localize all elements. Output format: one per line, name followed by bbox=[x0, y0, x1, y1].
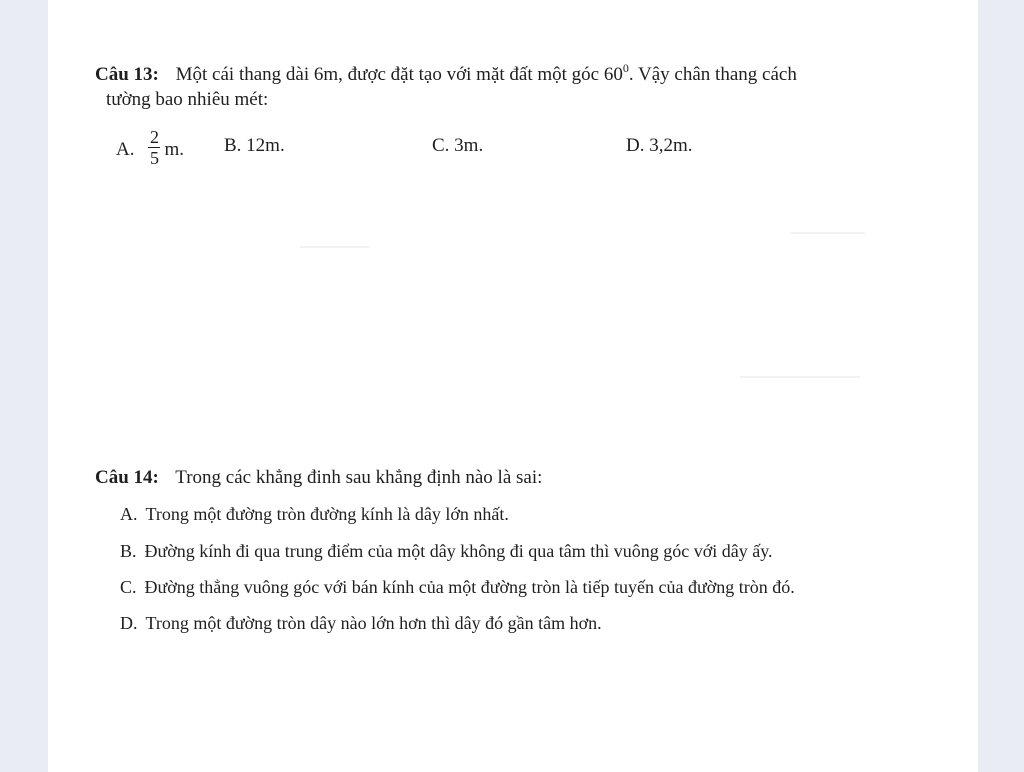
degree-mark: 0 bbox=[622, 61, 629, 75]
question-14-option-a bbox=[120, 500, 509, 528]
question-14-title bbox=[95, 463, 542, 493]
question-14-text: Trong các khẳng đinh sau khẳng định nào là sai: bbox=[175, 467, 543, 488]
question-14-option-b bbox=[120, 537, 773, 565]
question-13-option-b: B. 12m. bbox=[224, 135, 285, 156]
question-13-option-a bbox=[116, 127, 185, 170]
option-letter: B. bbox=[120, 541, 137, 561]
question-13-text-end: . Vậy chân thang cách bbox=[628, 64, 797, 85]
faint-mark bbox=[740, 376, 860, 378]
option-a-unit: m. bbox=[164, 138, 185, 160]
fraction bbox=[148, 128, 160, 167]
question-13-option-d: D. 3,2m. bbox=[626, 135, 693, 156]
question-13-option-c: C. 3m. bbox=[432, 135, 484, 156]
question-13-line2: tường bao nhiêu mét: bbox=[106, 89, 269, 110]
option-letter: C. bbox=[120, 577, 137, 597]
fraction-denominator: 5 bbox=[149, 148, 159, 168]
option-text: Trong một đường tròn dây nào lớn hơn thì dây đó gần tâm hơn. bbox=[145, 613, 602, 633]
question-14-option-c bbox=[120, 573, 795, 601]
question-13-text: Một cái thang dài 6m, được đặt tạo với mặt đất một góc 60 bbox=[175, 64, 623, 85]
option-a-letter: A. bbox=[116, 138, 135, 160]
document-page bbox=[48, 0, 978, 772]
fraction-numerator: 2 bbox=[149, 127, 159, 147]
option-letter: D. bbox=[120, 613, 138, 633]
question-14-number: Câu 14: bbox=[95, 467, 159, 488]
option-letter: A. bbox=[120, 504, 138, 524]
faint-mark bbox=[300, 246, 370, 248]
option-text: Trong một đường tròn đường kính là dây lớn nhất. bbox=[145, 504, 509, 524]
option-text: Đường kính đi qua trung điểm của một dây không đi qua tâm thì vuông góc với dây ấy. bbox=[144, 541, 773, 561]
question-13-number: Câu 13: bbox=[95, 64, 159, 85]
faint-mark bbox=[790, 232, 865, 234]
question-14-option-d bbox=[120, 609, 602, 637]
option-text: Đường thẳng vuông góc với bán kính của một đường tròn là tiếp tuyến của đường tròn đó. bbox=[144, 577, 795, 597]
